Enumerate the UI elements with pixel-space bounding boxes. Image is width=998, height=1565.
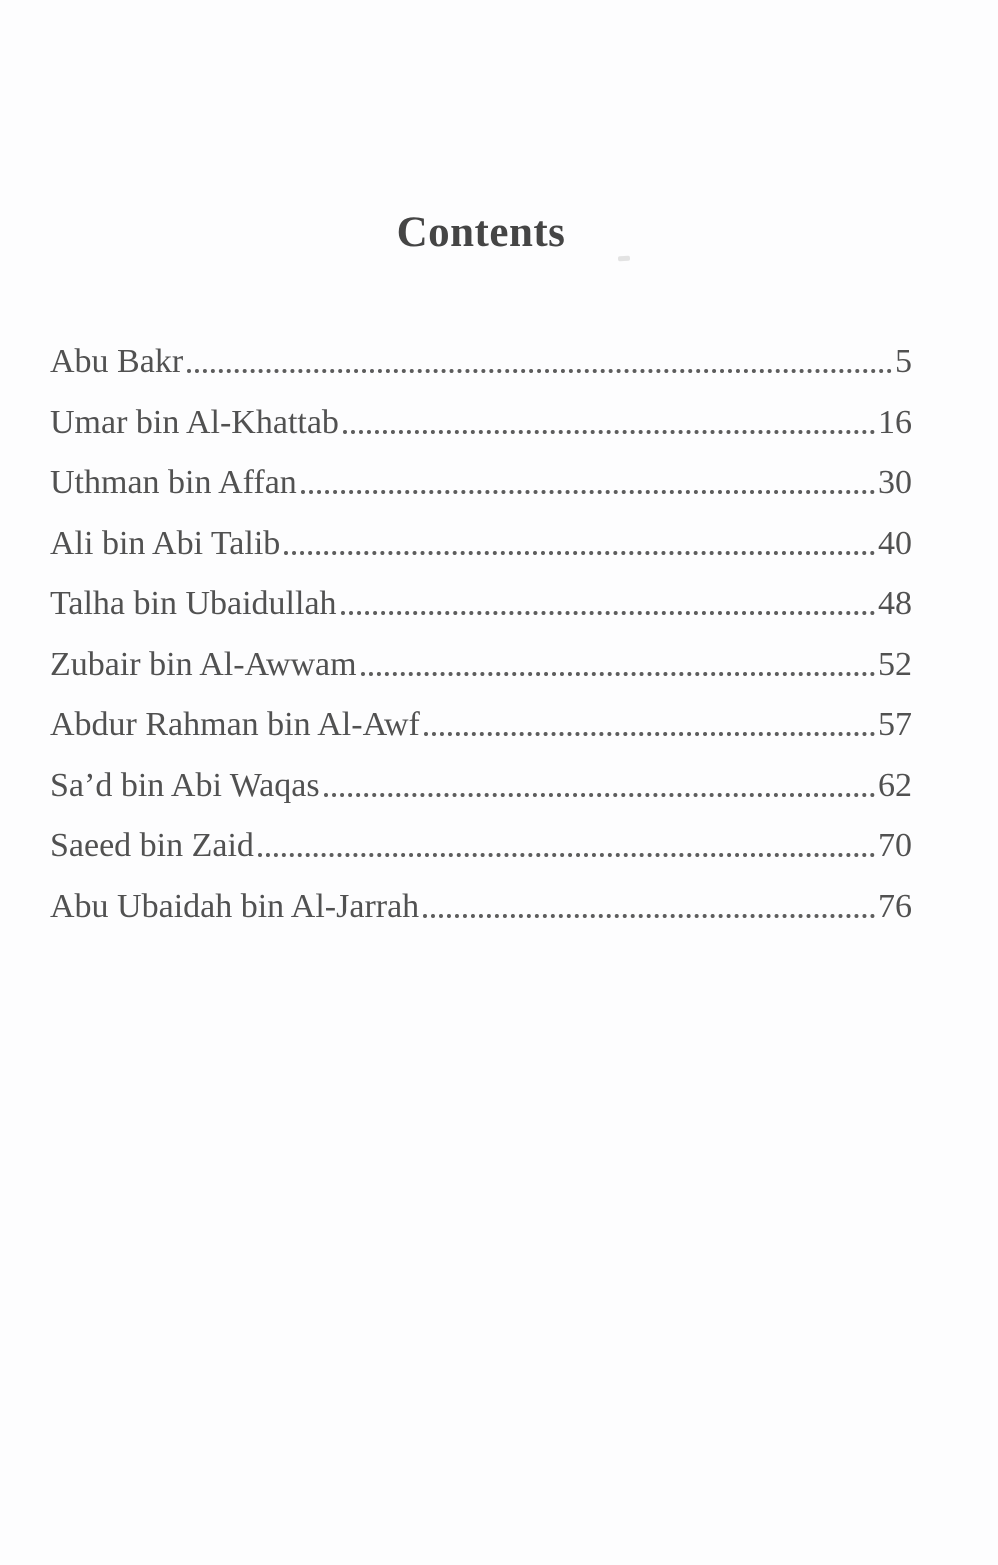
toc-entry-page: 40 — [878, 524, 912, 562]
toc-entry-label: Abu Ubaidah bin Al-Jarrah — [50, 887, 420, 925]
toc-entry-page: 57 — [878, 706, 912, 743]
toc-entry-page: 30 — [878, 464, 912, 501]
page-title: Contents — [396, 209, 566, 256]
leader-dots — [361, 672, 875, 676]
toc-entry-page: 76 — [878, 887, 912, 925]
leader-dots — [341, 611, 875, 615]
leader-dots — [301, 490, 875, 494]
leader-dots — [423, 914, 875, 918]
leader-dots — [187, 369, 892, 373]
toc-entry-label: Zubair bin Al-Awwam — [50, 645, 357, 683]
toc-entry-label: Abu Bakr — [50, 343, 184, 380]
leader-dots — [324, 793, 875, 797]
toc-entry-label: Talha bin Ubaidullah — [50, 585, 337, 622]
toc-entry — [50, 585, 912, 646]
toc-entry — [50, 706, 912, 767]
toc-entry-page: 62 — [878, 766, 912, 804]
leader-dots — [258, 853, 875, 857]
toc-entry — [50, 404, 912, 465]
leader-dots — [284, 551, 875, 555]
toc-entry — [50, 888, 912, 949]
toc-entry-page: 70 — [878, 827, 912, 864]
toc-entry — [50, 525, 912, 586]
toc-entry — [50, 343, 912, 404]
toc-entry-label: Abdur Rahman bin Al-Awf — [50, 706, 420, 743]
toc-entry-page: 52 — [878, 645, 912, 683]
toc-entry — [50, 646, 912, 707]
toc-entry-label: Umar bin Al-Khattab — [50, 403, 339, 441]
toc-entry — [50, 767, 912, 828]
toc-entry-label: Ali bin Abi Talib — [50, 524, 281, 562]
toc-entry-page: 16 — [878, 403, 912, 441]
toc-entry-page: 48 — [878, 585, 912, 622]
toc-list — [50, 257, 912, 948]
scan-speck — [618, 256, 630, 262]
toc-entry-label: Sa’d bin Abi Waqas — [50, 766, 320, 804]
leader-dots — [343, 430, 875, 434]
toc-entry — [50, 827, 912, 888]
toc-entry-label: Saeed bin Zaid — [50, 827, 254, 864]
leader-dots — [424, 732, 875, 736]
toc-entry — [50, 464, 912, 525]
toc-entry-label: Uthman bin Affan — [50, 464, 297, 501]
toc-entry-page: 5 — [895, 343, 912, 380]
